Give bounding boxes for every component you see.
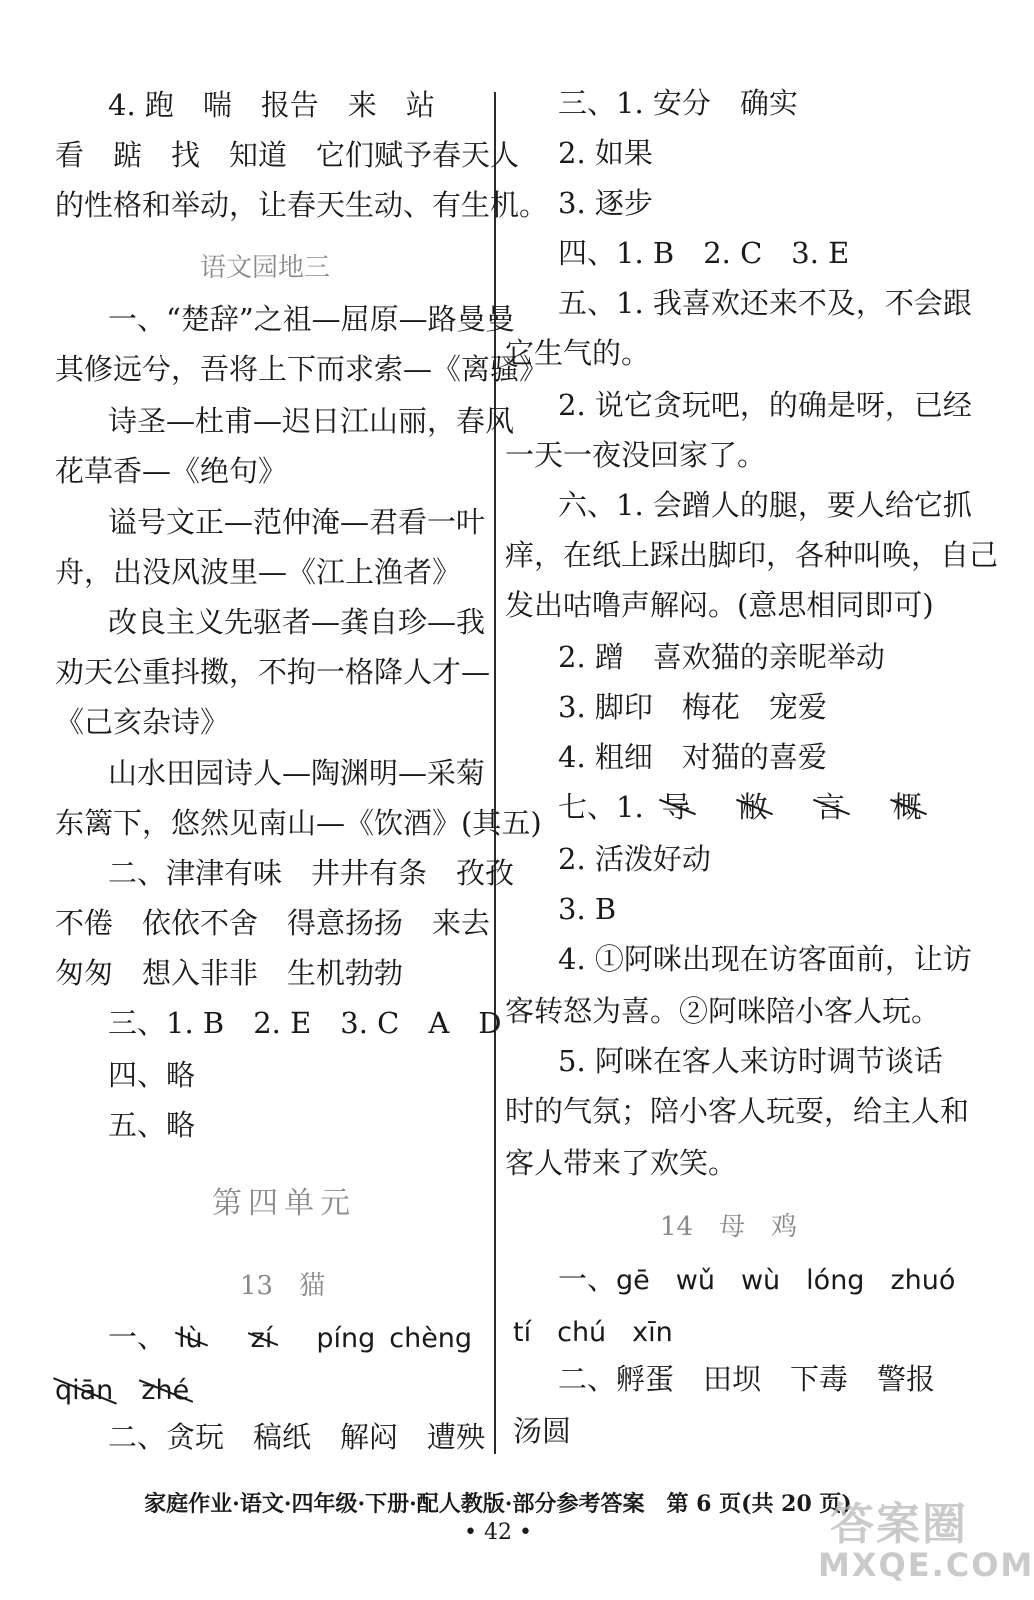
pinyin: wǔ <box>675 1265 715 1296</box>
answer-line: 汤圆 <box>513 1414 572 1448</box>
answer-line: 客人带来了欢笑。 <box>505 1146 738 1180</box>
answer-line: 山水田园诗人—陶渊明—采菊 <box>108 756 486 790</box>
answer-line: 二、贪玩 稿纸 解闷 遭殃 <box>108 1420 486 1454</box>
answer-line: 的性格和举动，让春天生动、有生机。 <box>55 188 549 222</box>
answer-line: 客转怒为喜。②阿咪陪小客人玩。 <box>505 994 941 1028</box>
pinyin-answer-line <box>558 1262 955 1298</box>
pinyin: tí <box>513 1317 532 1348</box>
answer-line: 4. 粗细 对猫的喜爱 <box>558 740 827 774</box>
answer-line: 东篱下，悠然见南山—《饮酒》(其五) <box>55 806 542 840</box>
char-struck: 敝 <box>738 790 768 824</box>
struck-chars-line <box>558 790 922 824</box>
answer-line: 《己亥杂诗》 <box>55 705 230 739</box>
answer-line: 2. 如果 <box>558 136 653 170</box>
answer-line: 改良主义先驱者—龚自珍—我 <box>108 605 486 639</box>
lesson-title-14: 14 母 鸡 <box>660 1212 798 1242</box>
answer-line: 3. B <box>558 892 617 926</box>
answer-line: 不倦 依依不舍 得意扬扬 来去 <box>55 906 491 940</box>
answer-line: 五、1. 我喜欢还来不及，不会跟 <box>558 286 972 320</box>
answer-line: 花草香—《绝句》 <box>55 454 288 488</box>
pinyin: chú <box>557 1317 607 1348</box>
answer-line: 四、1. B 2. C 3. E <box>558 236 850 270</box>
answer-line: 3. 脚印 梅花 宠爱 <box>558 690 827 724</box>
answer-line: 看 踮 找 知道 它们赋予春天人 <box>55 138 520 172</box>
answer-line: 三、1. 安分 确实 <box>558 86 798 120</box>
answer-line: 谥号文正—范仲淹—君看一叶 <box>108 505 486 539</box>
answer-line: 时的气氛；陪小客人玩耍，给主人和 <box>505 1094 970 1128</box>
answer-line: 它生气的。 <box>505 336 651 370</box>
pinyin-struck: zí <box>250 1323 273 1354</box>
answer-line: 发出咕噜声解闷。(意思相同即可) <box>505 588 934 622</box>
pinyin-answer-line <box>513 1314 673 1350</box>
answer-line: 匆匆 想入非非 生机勃勃 <box>55 956 404 990</box>
answer-line: 痒，在纸上踩出脚印，各种叫唤，自己 <box>505 538 999 572</box>
answer-line: 2. 说它贪玩吧，的确是呀，已经 <box>558 388 972 422</box>
answer-line: 舟，出没风波里—《江上渔者》 <box>55 555 462 589</box>
page-footer: 家庭作业·语文·四年级·下册·配人教版·部分参考答案 第 6 页(共 20 页) <box>144 1491 852 1517</box>
pinyin: chèng <box>389 1323 473 1354</box>
answer-line: 5. 阿咪在客人来访时调节谈话 <box>558 1044 943 1078</box>
answer-line: 诗圣—杜甫—迟日江山丽，春风 <box>108 404 515 438</box>
answer-line: 二、孵蛋 田坝 下毒 警报 <box>558 1362 936 1396</box>
char-struck: 导 <box>661 790 691 824</box>
char-struck: 概 <box>892 790 922 824</box>
answer-line: 2. 蹭 喜欢猫的亲昵举动 <box>558 640 885 674</box>
pinyin-answer-line <box>108 1320 472 1356</box>
watermark-logo <box>812 1488 1034 1596</box>
pinyin-answer-line <box>55 1372 189 1408</box>
answer-line: 2. 活泼好动 <box>558 842 711 876</box>
answer-line: 三、1. B 2. E 3. C A D <box>108 1006 502 1040</box>
unit-title-4: 第四单元 <box>212 1186 356 1221</box>
answer-line: 四、略 <box>108 1058 196 1092</box>
watermark-text-bottom: MXQE.COM <box>818 1546 1034 1584</box>
answer-line: 3. 逐步 <box>558 186 653 220</box>
answer-line: 六、1. 会蹭人的腿，要人给它抓 <box>558 488 972 522</box>
answer-line: 五、略 <box>108 1108 196 1142</box>
answer-line: 其修远兮，吾将上下而求索—《离骚》 <box>55 352 549 386</box>
answer-line: 劝天公重抖擞，不拘一格降人才— <box>55 655 491 689</box>
pinyin: píng <box>316 1323 376 1354</box>
char-struck: 言 <box>815 790 845 824</box>
item-prefix: 一、 <box>108 1320 167 1354</box>
pinyin: xīn <box>632 1317 673 1348</box>
answer-line: 一天一夜没回家了。 <box>505 438 767 472</box>
section-title-yuwen-yuandi-3: 语文园地三 <box>200 253 331 283</box>
pinyin-struck: lù <box>178 1323 203 1354</box>
lesson-title-13: 13 猫 <box>240 1271 326 1301</box>
answer-line: 一、“楚辞”之祖—屈原—路曼曼 <box>108 302 515 336</box>
item-prefix: 七、1. <box>558 790 644 824</box>
answer-line: 4. ①阿咪出现在访客面前，让访 <box>558 942 972 976</box>
answer-line: 4. 跑 喘 报告 来 站 <box>108 88 435 122</box>
column-divider <box>494 92 496 1454</box>
pinyin: lóng <box>806 1265 865 1296</box>
pinyin-struck: zhé <box>141 1375 190 1406</box>
pinyin: zhuó <box>890 1265 956 1296</box>
pinyin-struck: qiān <box>55 1375 114 1406</box>
answer-line: 二、津津有味 井井有条 孜孜 <box>108 856 515 890</box>
watermark-text-top: 答案圈 <box>830 1499 968 1550</box>
page-number: • 42 • <box>464 1520 532 1545</box>
item-prefix: 一、 <box>558 1262 617 1296</box>
pinyin: gē <box>616 1265 650 1296</box>
pinyin: wù <box>740 1265 781 1296</box>
